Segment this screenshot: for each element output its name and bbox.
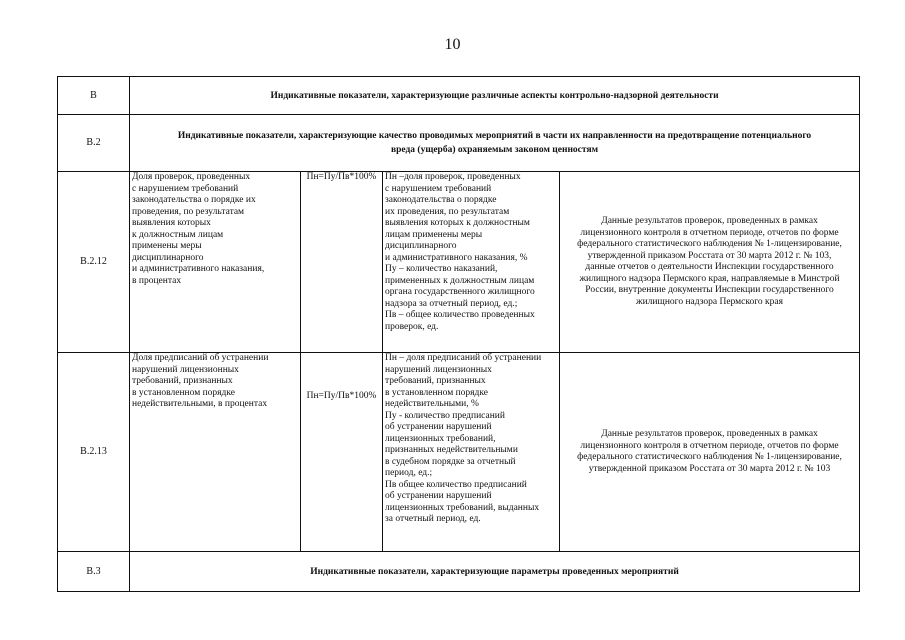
indicator-definition	[383, 353, 560, 552]
text-line: период, ед.;	[385, 468, 433, 478]
text-line: Доля проверок, проведенных	[132, 172, 251, 182]
text-line: данные отчетов о деятельности Инспекции государственного	[585, 262, 834, 272]
text-line: лицензионных требований, выданных	[385, 502, 540, 513]
table-row	[58, 353, 860, 552]
text-line: лицам применены меры	[385, 229, 483, 240]
text-line: проверок, ед.	[385, 321, 439, 332]
table-row	[58, 172, 860, 353]
text-line: в установленном порядке	[385, 387, 488, 398]
text-line: лицензионного контроля в отчетном периоде, отчетов по форме	[580, 227, 839, 238]
table-row	[58, 115, 860, 172]
text-line: России, внутренние документы Инспекции государственного	[585, 285, 834, 295]
row-code: В	[58, 77, 130, 115]
text-line: недействительными, %	[385, 399, 479, 409]
text-line: федерального статистического наблюдения № 1-лицензирование,	[577, 239, 842, 249]
text-line: Пу – количество наказаний,	[385, 264, 498, 274]
row-code: В.2	[58, 115, 130, 172]
text-line: выявления которых	[132, 218, 211, 228]
text-line: Данные результатов проверок, проведенных в рамках	[601, 216, 818, 226]
subsection-heading: Индикативные показатели, характеризующие параметры проведенных мероприятий	[130, 552, 860, 592]
indicator-formula: Пн=Пу/Пв*100%	[301, 172, 383, 353]
text-line: надзора за отчетный период, ед.;	[385, 298, 518, 309]
text-line: лицензионного контроля в отчетном периоде, отчетов по форме	[580, 440, 839, 451]
text-line: жилищного надзора Пермского края	[636, 296, 784, 307]
text-line: об устранении нарушений	[385, 422, 492, 432]
text-line: об устранении нарушений	[385, 491, 492, 501]
text-line: Пу - количество предписаний	[385, 410, 505, 421]
text-line: проведения, по результатам	[132, 206, 245, 217]
data-source	[560, 172, 860, 353]
text-line: нарушений лицензионных	[132, 364, 239, 375]
text-line: нарушений лицензионных	[385, 364, 492, 375]
indicator-name	[130, 172, 301, 353]
row-code: В.3	[58, 552, 130, 592]
text-line: с нарушением требований	[132, 183, 239, 194]
text-line: Данные результатов проверок, проведенных в рамках	[601, 429, 818, 439]
text-line: требований, признанных	[385, 376, 486, 386]
text-line: дисциплинарного	[132, 252, 204, 263]
text-line: применены меры	[132, 241, 202, 251]
text-line: с нарушением требований	[385, 183, 492, 194]
text-line: жилищного надзора Пермского края, направляемые в Минстрой	[579, 273, 840, 284]
section-heading: Индикативные показатели, характеризующие различные аспекты контрольно-надзорной деятельности	[130, 77, 860, 115]
text-line: законодательства о порядке	[385, 195, 497, 205]
table-row	[58, 77, 860, 115]
heading-line: вреда (ущерба) охраняемым законом ценностям	[390, 145, 599, 155]
page-number: 10	[444, 36, 461, 53]
text-line: Доля предписаний об устранении	[132, 353, 269, 363]
heading-line: Индикативные показатели, характеризующие качество проводимых мероприятий в части их направленности на предотвращение потенциального	[177, 131, 812, 141]
text-line: федерального статистического наблюдения № 1-лицензирование,	[577, 452, 842, 462]
text-line: их проведения, по результатам	[385, 206, 510, 217]
text-line: лицензионных требований,	[385, 433, 496, 444]
text-line: органа государственного жилищного	[385, 287, 535, 297]
text-line: законодательства о порядке их	[132, 195, 256, 205]
indicator-name	[130, 353, 301, 552]
subsection-heading	[130, 115, 860, 172]
text-line: Пн – доля предписаний об устранении	[385, 353, 542, 363]
row-code: В.2.12	[58, 172, 130, 353]
indicator-formula: Пн=Пу/Пв*100%	[301, 353, 383, 552]
text-line: выявления которых к должностным	[385, 218, 530, 228]
indicator-definition	[383, 172, 560, 353]
text-line: в процентах	[132, 275, 182, 286]
text-line: и административного наказания, %	[385, 252, 528, 263]
text-line: дисциплинарного	[385, 241, 457, 251]
text-line: Пв общее количество предписаний	[385, 479, 527, 490]
text-line: признанных недействительными	[385, 445, 518, 455]
text-line: к должностным лицам	[132, 229, 224, 240]
data-source	[560, 353, 860, 552]
table-row	[58, 552, 860, 592]
text-line: и административного наказания,	[132, 264, 265, 274]
text-line: Пв – общее количество проведенных	[385, 310, 535, 320]
row-code: В.2.13	[58, 353, 130, 552]
text-line: в судебном порядке за отчетный	[385, 456, 516, 467]
text-line: Пн –доля проверок, проведенных	[385, 172, 521, 182]
text-line: за отчетный период, ед.	[385, 514, 481, 524]
text-line: примененных к должностным лицам	[385, 275, 535, 286]
text-line: недействительными, в процентах	[132, 399, 268, 409]
indicators-table	[57, 76, 860, 592]
text-line: утвержденной приказом Росстата от 30 марта 2012 г. № 103	[588, 463, 831, 474]
text-line: требований, признанных	[132, 376, 233, 386]
text-line: утвержденной приказом Росстата от 30 марта 2012 г. № 103,	[587, 250, 832, 261]
text-line: в установленном порядке	[132, 387, 235, 398]
